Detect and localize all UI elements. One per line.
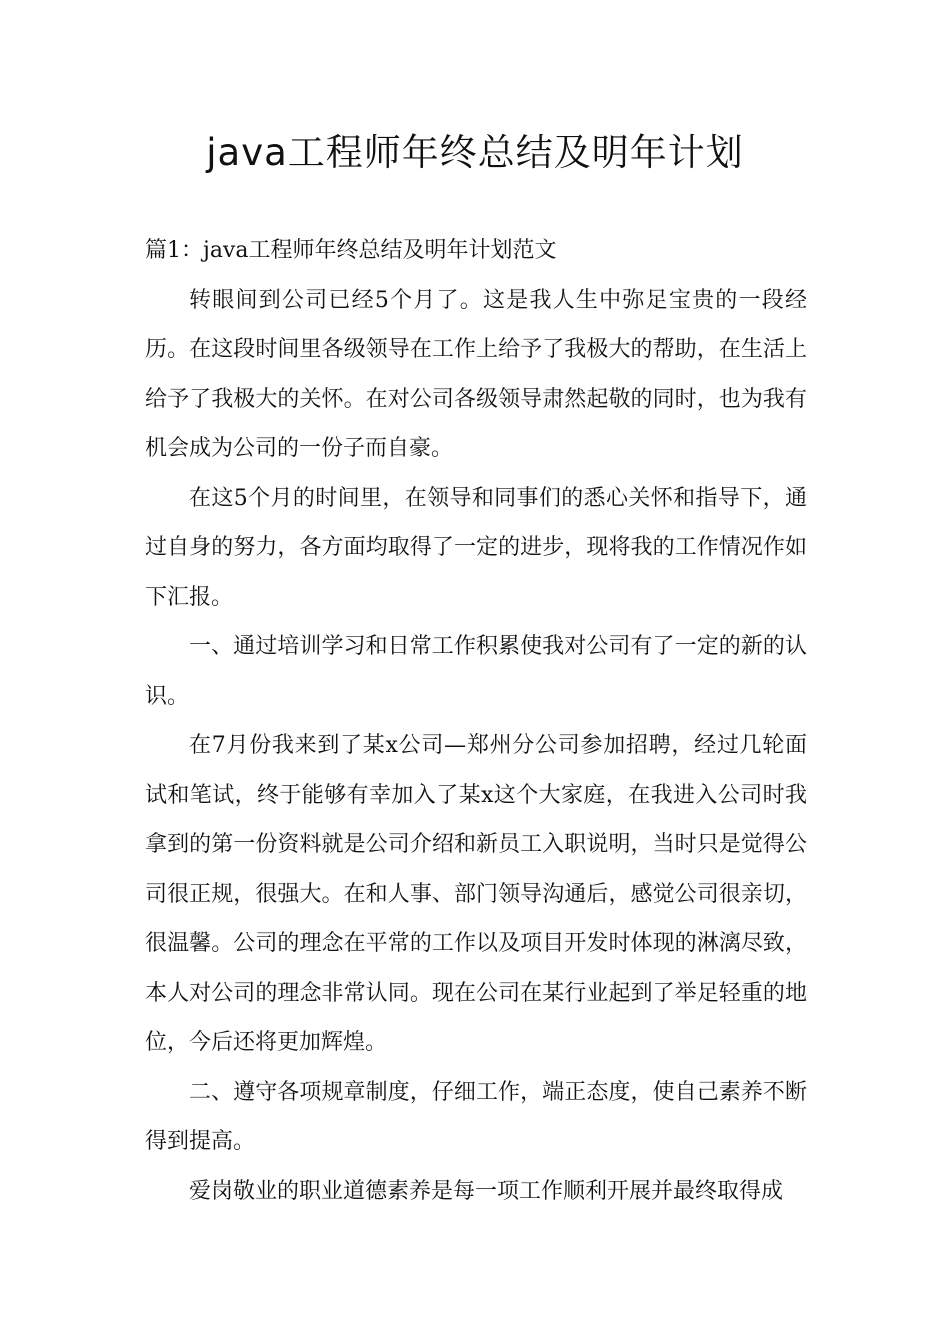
document-title: java工程师年终总结及明年计划	[206, 131, 744, 174]
paragraph-ethics: 爱岗敬业的职业道德素养是每一项工作顺利开展并最终取得成	[189, 1178, 784, 1204]
paragraph-intro: 转眼间到公司已经5个月了。这是我人生中弥足宝贵的一段经历。在这段时间里各级领导在工作上给予了我极大的帮助，在生活上给予了我极大的关怀。在对公司各级领导肃然起敬的同时，也为我有机会成为公司的一份子而自豪。	[145, 287, 807, 461]
paragraph-point-two: 二、遵守各项规章制度，仔细工作，端正态度，使自己素养不断得到提高。	[145, 1079, 807, 1154]
paragraph-point-one: 一、通过培训学习和日常工作积累使我对公司有了一定的新的认识。	[145, 634, 807, 709]
paragraph-recruitment: 在7月份我来到了某x公司—郑州分公司参加招聘，经过几轮面试和笔试，终于能够有幸加入了某x这个大家庭，在我进入公司时我拿到的第一份资料就是公司介绍和新员工入职说明，当时只是觉得公司很正规，很强大。在和人事、部门领导沟通后，感觉公司很亲切，很温馨。公司的理念在平常的工作以及项目开发时体现的淋漓尽致，本人对公司的理念非常认同。现在公司在某行业起到了举足轻重的地位，今后还将更加辉煌。	[145, 733, 807, 1055]
section-heading: 篇1：java工程师年终总结及明年计划范文	[145, 238, 557, 263]
document-body	[145, 226, 807, 1216]
paragraph-progress: 在这5个月的时间里，在领导和同事们的悉心关怀和指导下，通过自身的努力，各方面均取得了一定的进步，现将我的工作情况作如下汇报。	[145, 485, 807, 610]
